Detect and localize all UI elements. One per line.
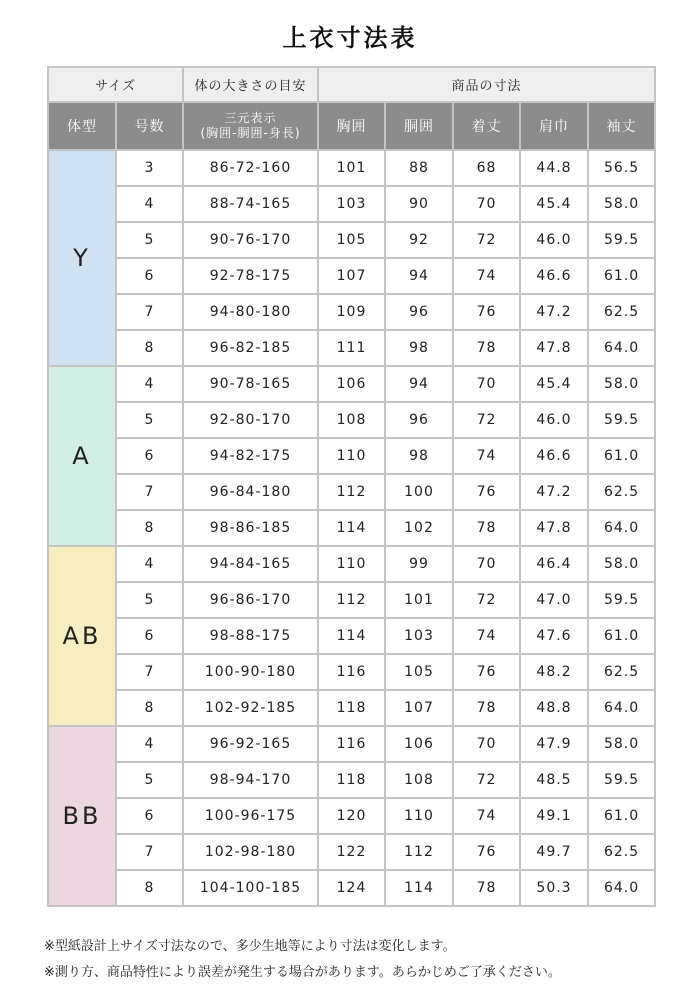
size-number-cell: 8: [116, 510, 183, 546]
chest-cell: 122: [318, 834, 385, 870]
sleeve-cell: 59.5: [588, 402, 655, 438]
size-number-cell: 6: [116, 618, 183, 654]
shoulder-cell: 45.4: [520, 186, 588, 222]
waist-cell: 101: [385, 582, 453, 618]
table-row: [48, 654, 655, 690]
number-column-header: 号数: [116, 102, 183, 150]
three-dim-cell: 86-72-160: [183, 150, 318, 186]
chest-cell: 109: [318, 294, 385, 330]
size-number-cell: 8: [116, 330, 183, 366]
chest-cell: 114: [318, 618, 385, 654]
length-cell: 76: [453, 294, 520, 330]
length-cell: 76: [453, 834, 520, 870]
three-dim-cell: 100-90-180: [183, 654, 318, 690]
table-row: [48, 150, 655, 186]
chest-cell: 112: [318, 474, 385, 510]
product-measure-group-header: 商品の寸法: [318, 67, 655, 102]
three-dim-cell: 102-92-185: [183, 690, 318, 726]
size-number-cell: 4: [116, 726, 183, 762]
shoulder-cell: 48.8: [520, 690, 588, 726]
size-group-header: サイズ: [48, 67, 183, 102]
sleeve-cell: 58.0: [588, 366, 655, 402]
shoulder-cell: 47.8: [520, 330, 588, 366]
shoulder-cell: 47.8: [520, 510, 588, 546]
size-number-cell: 6: [116, 798, 183, 834]
sleeve-column-header: 袖丈: [588, 102, 655, 150]
sleeve-cell: 62.5: [588, 834, 655, 870]
three-dim-cell: 100-96-175: [183, 798, 318, 834]
chest-cell: 105: [318, 222, 385, 258]
table-row: [48, 330, 655, 366]
sleeve-cell: 64.0: [588, 870, 655, 906]
chest-cell: 110: [318, 438, 385, 474]
length-cell: 72: [453, 762, 520, 798]
size-number-cell: 7: [116, 654, 183, 690]
size-number-cell: 5: [116, 762, 183, 798]
chest-cell: 116: [318, 654, 385, 690]
table-row: [48, 474, 655, 510]
size-number-cell: 6: [116, 258, 183, 294]
shoulder-cell: 45.4: [520, 366, 588, 402]
waist-cell: 94: [385, 258, 453, 294]
waist-cell: 99: [385, 546, 453, 582]
chest-cell: 106: [318, 366, 385, 402]
table-row: [48, 618, 655, 654]
sleeve-cell: 58.0: [588, 546, 655, 582]
chest-cell: 112: [318, 582, 385, 618]
sleeve-cell: 58.0: [588, 186, 655, 222]
length-cell: 72: [453, 402, 520, 438]
shoulder-cell: 48.5: [520, 762, 588, 798]
three-dim-cell: 90-78-165: [183, 366, 318, 402]
header-column-row: [48, 102, 655, 150]
three-dim-cell: 98-94-170: [183, 762, 318, 798]
chest-cell: 103: [318, 186, 385, 222]
three-dim-header-line1: 三元表示: [224, 111, 277, 125]
sleeve-cell: 56.5: [588, 150, 655, 186]
shoulder-cell: 46.6: [520, 438, 588, 474]
sleeve-cell: 61.0: [588, 618, 655, 654]
waist-cell: 98: [385, 330, 453, 366]
sleeve-cell: 64.0: [588, 330, 655, 366]
size-chart-table: [47, 66, 656, 907]
table-row: [48, 294, 655, 330]
three-dim-cell: 94-80-180: [183, 294, 318, 330]
length-cell: 70: [453, 366, 520, 402]
three-dim-header-line2: (胸囲-胴囲-身長): [200, 126, 301, 140]
table-row: [48, 726, 655, 762]
shoulder-cell: 47.6: [520, 618, 588, 654]
length-cell: 70: [453, 726, 520, 762]
table-row: [48, 222, 655, 258]
type-column-header: 体型: [48, 102, 116, 150]
chest-cell: 116: [318, 726, 385, 762]
table-row: [48, 798, 655, 834]
table-row: [48, 762, 655, 798]
length-cell: 76: [453, 474, 520, 510]
size-number-cell: 4: [116, 546, 183, 582]
three-dim-cell: 96-84-180: [183, 474, 318, 510]
table-row: [48, 582, 655, 618]
size-number-cell: 5: [116, 402, 183, 438]
sleeve-cell: 62.5: [588, 294, 655, 330]
chest-cell: 110: [318, 546, 385, 582]
three-dim-cell: 90-76-170: [183, 222, 318, 258]
length-cell: 78: [453, 690, 520, 726]
shoulder-cell: 47.9: [520, 726, 588, 762]
body-type-cell: AB: [48, 546, 116, 726]
size-number-cell: 7: [116, 834, 183, 870]
table-row: [48, 438, 655, 474]
size-number-cell: 5: [116, 222, 183, 258]
table-row: [48, 258, 655, 294]
length-cell: 72: [453, 222, 520, 258]
waist-cell: 100: [385, 474, 453, 510]
chest-cell: 120: [318, 798, 385, 834]
waist-cell: 103: [385, 618, 453, 654]
waist-cell: 88: [385, 150, 453, 186]
table-row: [48, 186, 655, 222]
sleeve-cell: 58.0: [588, 726, 655, 762]
table-row: [48, 366, 655, 402]
sleeve-cell: 61.0: [588, 438, 655, 474]
three-dim-cell: 96-92-165: [183, 726, 318, 762]
shoulder-cell: 48.2: [520, 654, 588, 690]
chest-cell: 118: [318, 690, 385, 726]
table-row: [48, 546, 655, 582]
size-number-cell: 5: [116, 582, 183, 618]
table-row: [48, 402, 655, 438]
length-cell: 78: [453, 870, 520, 906]
sleeve-cell: 59.5: [588, 582, 655, 618]
waist-cell: 96: [385, 402, 453, 438]
three-dim-cell: 102-98-180: [183, 834, 318, 870]
waist-column-header: 胴囲: [385, 102, 453, 150]
table-row: [48, 690, 655, 726]
length-cell: 78: [453, 510, 520, 546]
shoulder-cell: 49.7: [520, 834, 588, 870]
body-type-cell: A: [48, 366, 116, 546]
notes: [44, 934, 561, 986]
shoulder-cell: 47.0: [520, 582, 588, 618]
length-cell: 74: [453, 618, 520, 654]
length-cell: 74: [453, 798, 520, 834]
chest-cell: 108: [318, 402, 385, 438]
size-number-cell: 6: [116, 438, 183, 474]
shoulder-cell: 46.4: [520, 546, 588, 582]
note-line: ※型紙設計上サイズ寸法なので、多少生地等により寸法は変化します。: [44, 939, 456, 954]
waist-cell: 96: [385, 294, 453, 330]
waist-cell: 105: [385, 654, 453, 690]
waist-cell: 102: [385, 510, 453, 546]
three-dim-column-header: [183, 102, 318, 150]
three-dim-cell: 96-86-170: [183, 582, 318, 618]
waist-cell: 92: [385, 222, 453, 258]
three-dim-cell: 98-86-185: [183, 510, 318, 546]
waist-cell: 90: [385, 186, 453, 222]
waist-cell: 106: [385, 726, 453, 762]
sleeve-cell: 64.0: [588, 510, 655, 546]
three-dim-cell: 98-88-175: [183, 618, 318, 654]
shoulder-cell: 46.0: [520, 402, 588, 438]
waist-cell: 112: [385, 834, 453, 870]
length-cell: 72: [453, 582, 520, 618]
size-number-cell: 7: [116, 294, 183, 330]
length-cell: 68: [453, 150, 520, 186]
shoulder-cell: 50.3: [520, 870, 588, 906]
three-dim-cell: 92-80-170: [183, 402, 318, 438]
chest-cell: 111: [318, 330, 385, 366]
sleeve-cell: 59.5: [588, 762, 655, 798]
shoulder-cell: 44.8: [520, 150, 588, 186]
shoulder-column-header: 肩巾: [520, 102, 588, 150]
three-dim-cell: 104-100-185: [183, 870, 318, 906]
waist-cell: 94: [385, 366, 453, 402]
note-line: ※測り方、商品特性により誤差が発生する場合があります。あらかじめご了承ください。: [44, 965, 561, 980]
table-row: [48, 510, 655, 546]
size-number-cell: 8: [116, 870, 183, 906]
length-cell: 76: [453, 654, 520, 690]
size-number-cell: 4: [116, 366, 183, 402]
waist-cell: 108: [385, 762, 453, 798]
page-title: 上衣寸法表: [282, 24, 418, 52]
sleeve-cell: 61.0: [588, 258, 655, 294]
length-cell: 74: [453, 438, 520, 474]
three-dim-cell: 88-74-165: [183, 186, 318, 222]
size-number-cell: 8: [116, 690, 183, 726]
waist-cell: 110: [385, 798, 453, 834]
shoulder-cell: 49.1: [520, 798, 588, 834]
shoulder-cell: 46.0: [520, 222, 588, 258]
chest-cell: 114: [318, 510, 385, 546]
three-dim-cell: 94-84-165: [183, 546, 318, 582]
header-group-row: [48, 67, 655, 102]
sleeve-cell: 62.5: [588, 654, 655, 690]
length-cell: 70: [453, 546, 520, 582]
sleeve-cell: 62.5: [588, 474, 655, 510]
chest-cell: 107: [318, 258, 385, 294]
chest-column-header: 胸囲: [318, 102, 385, 150]
size-number-cell: 3: [116, 150, 183, 186]
chest-cell: 124: [318, 870, 385, 906]
waist-cell: 107: [385, 690, 453, 726]
body-type-cell: BB: [48, 726, 116, 906]
shoulder-cell: 47.2: [520, 294, 588, 330]
three-dim-cell: 92-78-175: [183, 258, 318, 294]
body-type-cell: Y: [48, 150, 116, 366]
length-cell: 74: [453, 258, 520, 294]
length-cell: 70: [453, 186, 520, 222]
three-dim-cell: 96-82-185: [183, 330, 318, 366]
table-row: [48, 834, 655, 870]
sleeve-cell: 61.0: [588, 798, 655, 834]
shoulder-cell: 47.2: [520, 474, 588, 510]
waist-cell: 98: [385, 438, 453, 474]
sleeve-cell: 64.0: [588, 690, 655, 726]
sleeve-cell: 59.5: [588, 222, 655, 258]
waist-cell: 114: [385, 870, 453, 906]
chest-cell: 118: [318, 762, 385, 798]
table-row: [48, 870, 655, 906]
chest-cell: 101: [318, 150, 385, 186]
length-column-header: 着丈: [453, 102, 520, 150]
body-measure-group-header: 体の大きさの目安: [183, 67, 318, 102]
length-cell: 78: [453, 330, 520, 366]
three-dim-cell: 94-82-175: [183, 438, 318, 474]
shoulder-cell: 46.6: [520, 258, 588, 294]
size-number-cell: 7: [116, 474, 183, 510]
size-number-cell: 4: [116, 186, 183, 222]
